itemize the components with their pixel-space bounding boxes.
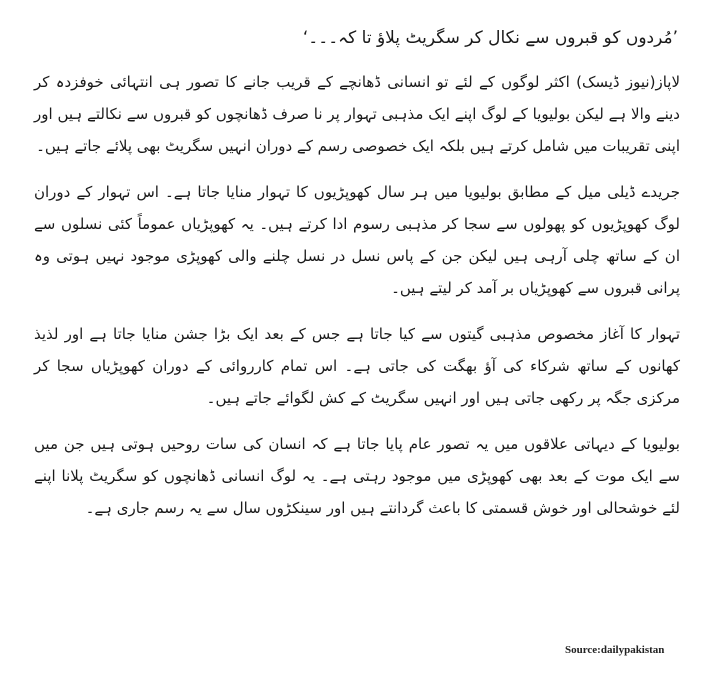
paragraph-4: بولیویا کے دیہاتی علاقوں میں یہ تصور عام پایا جاتا ہے کہ انسان کی سات روحیں ہوتی ہیں جن میں سے ایک موت کے بعد بھی کھوپڑی میں موجود رہتی ہے۔ یہ لوگ انسانی ڈھانچوں کو سگریٹ پلانا اپنے لئے خوشحالی اور خوش قسمتی کا باعث گردانتے ہیں اور سینکڑوں سال سے یہ رسم جاری ہے۔ (34, 435, 680, 517)
paragraph-1: لاپاز(نیوز ڈیسک) اکثر لوگوں کے لئے تو انسانی ڈھانچے کے قریب جانے کا تصور ہی انتہائی خوفزدہ کر دینے والا ہے لیکن بولیویا کے لوگ اپنے ایک مذہبی تہوار پر نا صرف ڈھانچوں کو قبروں سے نکالتے ہیں اور اپنی تقریبات میں شامل کرتے ہیں بلکہ ایک خصوصی رسم کے دوران انہیں سگریٹ بھی پلائے جاتے ہیں۔ (34, 73, 680, 155)
article (34, 24, 680, 538)
paragraph-2: جریدے ڈیلی میل کے مطابق بولیویا میں ہر سال کھوپڑیوں کا تہوار منایا جاتا ہے۔ اس تہوار کے دوران لوگ کھوپڑیوں کو پھولوں سے سجا کر مذہبی رسوم ادا کرتے ہیں۔ یہ کھوپڑیاں عموماً کئی نسلوں سے ان کے ساتھ چلی آرہی ہیں لیکن جن کے پاس نسل در نسل چلنے والی کھوپڑی موجود نہیں ہوتی وہ پرانی قبروں سے کھوپڑیاں بر آمد کر لیتے ہیں۔ (34, 183, 680, 297)
article-title: ’مُردوں کو قبروں سے نکال کر سگریٹ پلاؤ تا کہ۔۔۔‘ (302, 28, 678, 48)
source-credit: Source:dailypakistan (565, 644, 665, 656)
paragraph-3: تہوار کا آغاز مخصوص مذہبی گیتوں سے کیا جاتا ہے جس کے بعد ایک بڑا جشن منایا جاتا ہے اور لذیذ کھانوں کے ساتھ شرکاء کی آؤ بھگت کی جاتی ہے۔ اس تمام کارروائی کے دوران کھوپڑیاں سجا کر مرکزی جگہ پر رکھی جاتی ہیں اور انہیں سگریٹ کے کش لگوائے جاتے ہیں۔ (34, 325, 680, 407)
